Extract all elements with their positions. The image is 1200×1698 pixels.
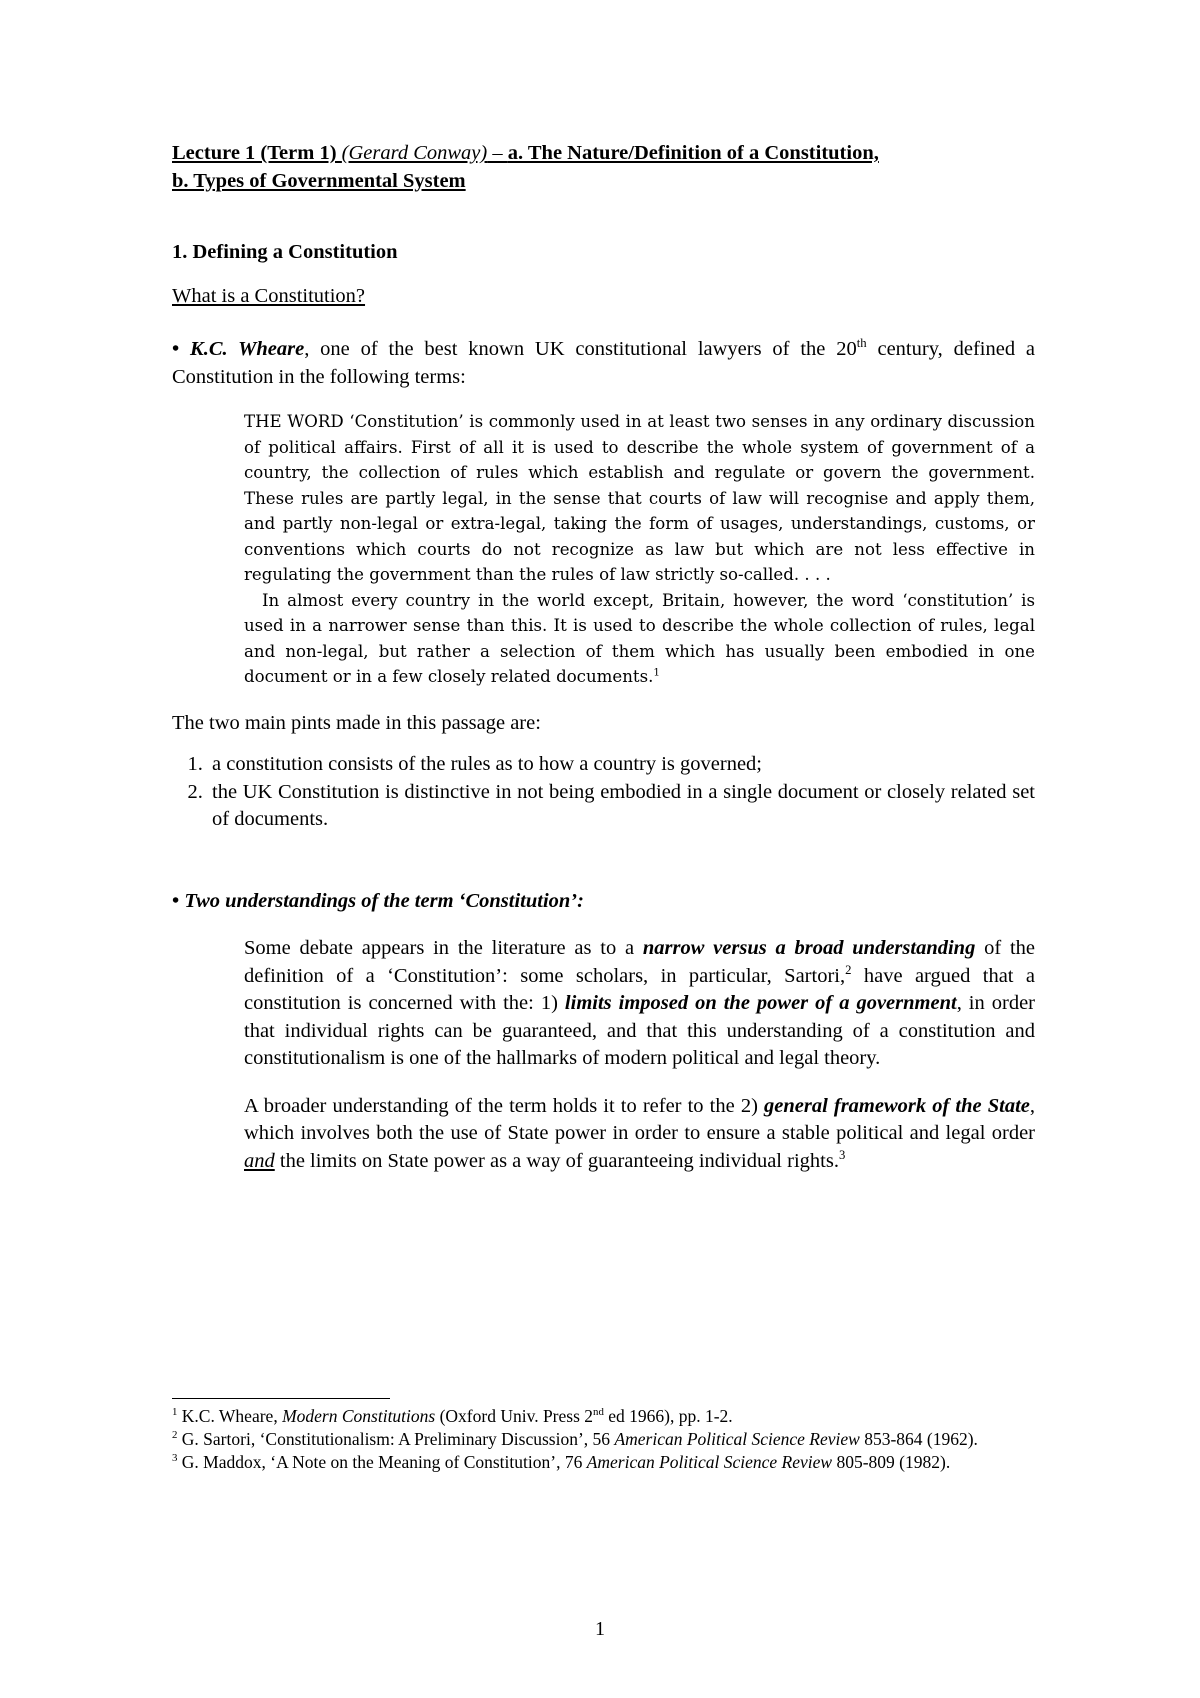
page-number: 1 xyxy=(595,1618,605,1640)
footnote-1-text-a: K.C. Wheare, xyxy=(177,1406,283,1426)
p1-a: Some debate appears in the literature as to a xyxy=(244,937,643,959)
footnote-2-number: 2 xyxy=(172,1429,178,1442)
footnote-2-text-a: G. Sartori, ‘Constitutionalism: A Preliminary Discussion’, 56 xyxy=(177,1429,615,1449)
footnotes xyxy=(172,1398,1035,1474)
footnote-1-text-c: ed 1966), pp. 1-2. xyxy=(603,1406,733,1426)
title-dash: – xyxy=(487,142,508,164)
footnote-divider xyxy=(172,1398,390,1399)
bullet-icon: • xyxy=(172,889,180,912)
list-item: 2. the UK Constitution is distinctive in not being embodied in a single document or closely related set of documents. xyxy=(208,779,1035,834)
broader-paragraph xyxy=(244,1093,1035,1176)
footnote-1-title: Modern Constitutions xyxy=(282,1406,436,1426)
quote-paragraph-2-text: In almost every country in the world except, Britain, however, the word ‘constitution’ is used in a narrower sense than this. It is used to describe the whole collection of rules, legal and non-legal, but rather a selection of them which has usually been embodied in one document or in a few closely related documents. xyxy=(244,590,1035,686)
footnote-1-sup: nd xyxy=(593,1406,604,1419)
list-item: 1. a constitution consists of the rules as to how a country is governed; xyxy=(208,751,1035,779)
p2-c: , which involves both the use of State power in order to ensure a stable political and legal order xyxy=(244,1094,1035,1144)
wheare-text-b: century, defined a Constitution in the following terms: xyxy=(172,338,1036,388)
points-list xyxy=(172,751,1035,834)
section1-heading: 1. Defining a Constitution xyxy=(172,241,398,263)
points-intro: The two main pints made in this passage are: xyxy=(172,711,541,734)
narrow-broad-paragraph xyxy=(244,935,1035,1073)
footnote-3-text-b: 805-809 (1982). xyxy=(832,1452,951,1472)
footnote-ref-2: 2 xyxy=(845,962,852,977)
lecture-title xyxy=(172,140,1035,195)
page-body xyxy=(172,140,1035,1175)
quote-paragraph-2 xyxy=(244,588,1035,690)
section1-subheading: What is a Constitution? xyxy=(172,284,366,307)
p2-b: general framework of the State xyxy=(764,1094,1030,1117)
wheare-sup: th xyxy=(856,336,867,351)
title-part1: Lecture 1 (Term 1) xyxy=(172,142,342,164)
section2-heading-line xyxy=(172,888,1035,916)
wheare-name: K.C. Wheare xyxy=(190,338,305,360)
footnote-1-text-b: (Oxford Univ. Press 2 xyxy=(435,1406,594,1426)
p2-and: and xyxy=(244,1149,275,1172)
title-part2: a. The Nature/Definition of a Constitution, xyxy=(507,142,879,164)
p2-a: A broader understanding of the term holds it to refer to the 2) xyxy=(244,1094,764,1117)
p2-d: the limits on State power as a way of guaranteeing individual rights. xyxy=(274,1149,839,1172)
footnote-2-text-b: 853-864 (1962). xyxy=(859,1429,978,1449)
wheare-paragraph xyxy=(172,336,1035,391)
title-author: (Gerard Conway) xyxy=(341,142,488,164)
footnote-ref-1: 1 xyxy=(653,666,660,679)
p1-e: limits imposed on the power of a government xyxy=(564,992,957,1014)
footnote-3-text-a: G. Maddox, ‘A Note on the Meaning of Constitution’, 76 xyxy=(177,1452,587,1472)
bullet-icon: • xyxy=(172,338,180,360)
p1-d: have argued that a constitution is concerned with the: 1) xyxy=(244,964,1035,1014)
footnote-ref-3: 3 xyxy=(838,1147,846,1162)
footnote-1 xyxy=(172,1405,1035,1428)
footnote-2-journal: American Political Science Review xyxy=(614,1429,860,1449)
p1-b: narrow versus a broad understanding xyxy=(642,937,976,959)
footnote-1-number: 1 xyxy=(172,1406,178,1419)
p1-f: , in order that individual rights can be guaranteed, and that this understanding of a constitution and constitutionalism is one of the hallmarks of modern political and legal theory. xyxy=(244,992,1035,1069)
wheare-text-a: , one of the best known UK constitutional lawyers of the 20 xyxy=(304,338,857,360)
footnote-3 xyxy=(172,1451,1035,1474)
footnote-3-number: 3 xyxy=(172,1452,178,1465)
footnote-3-journal: American Political Science Review xyxy=(586,1452,833,1472)
title-line2: b. Types of Governmental System xyxy=(172,169,466,192)
p1-c: of the definition of a ‘Constitution’: some scholars, in particular, Sartori, xyxy=(244,937,1036,987)
quote-paragraph-1: THE WORD ‘Constitution’ is commonly used in at least two senses in any ordinary discussion of political affairs. First of all it is used to describe the whole system of government of a country, the collection of rules which establish and regulate or govern the government. These rules are partly legal, in the sense that courts of law will recognise and apply them, and partly non-legal or extra-legal, taking the form of usages, understandings, customs, or conventions which courts do not recognize as law but which are not less effective in regulating the government than the rules of law strictly so-called. . . . xyxy=(244,412,1035,584)
section2-heading: Two understandings of the term ‘Constitution’: xyxy=(184,889,584,912)
footnote-2 xyxy=(172,1428,1035,1451)
wheare-quote xyxy=(244,409,1035,690)
